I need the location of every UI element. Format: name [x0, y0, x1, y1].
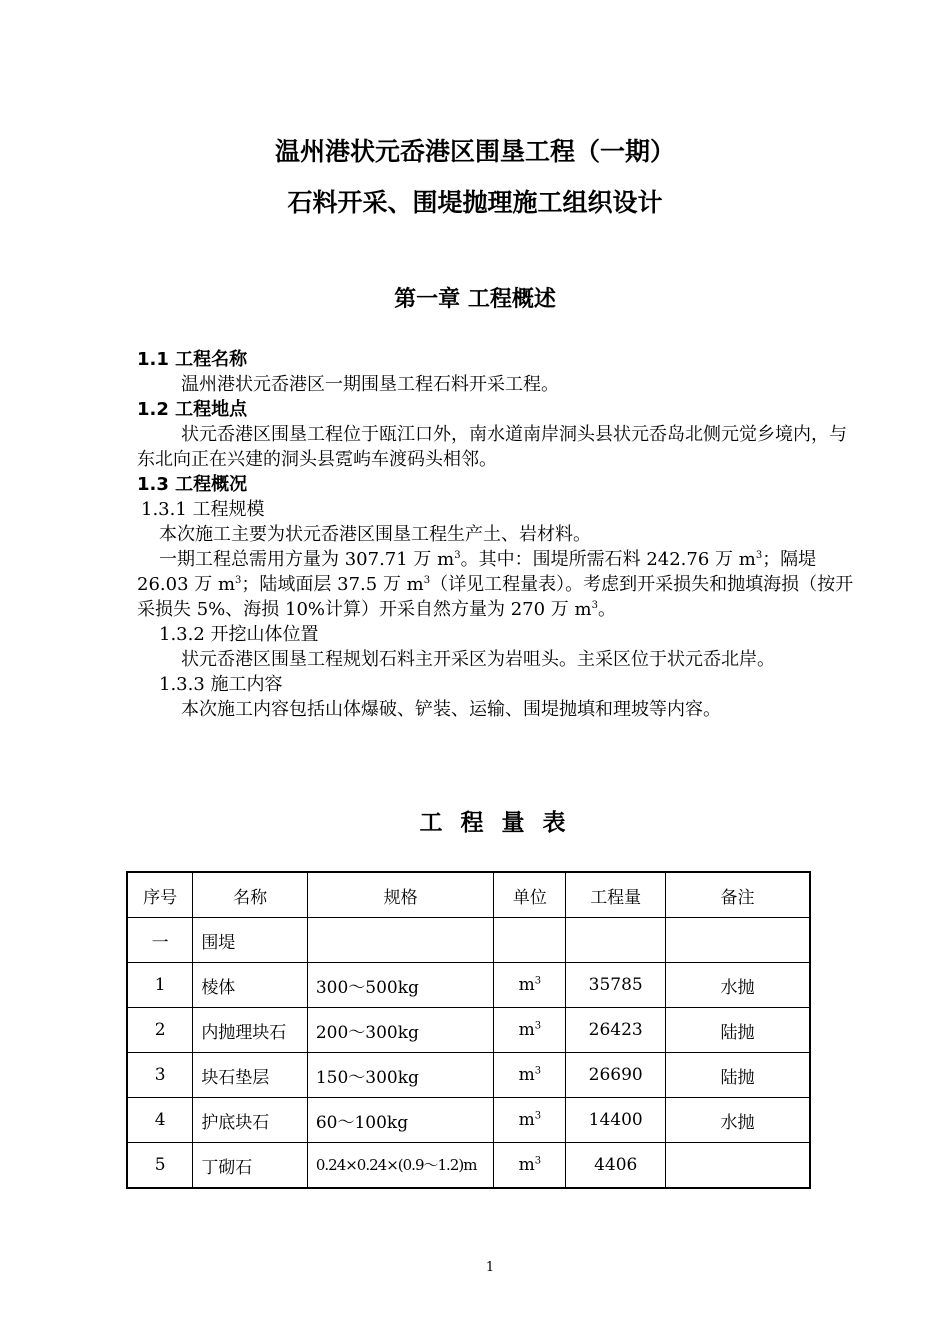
table-row	[127, 1008, 810, 1053]
cell-no: 一	[127, 918, 193, 963]
section-1-1-text: 温州港状元岙港区一期围垦工程石料开采工程。	[181, 374, 559, 395]
document-title-line1: 温州港状元岙港区围垦工程（一期）	[274, 137, 675, 166]
cell-spec: 0.24×0.24×(0.9～1.2)m	[307, 1143, 494, 1189]
table-header-row	[127, 872, 810, 918]
cell-qty	[566, 918, 666, 963]
cell-qty: 14400	[566, 1098, 666, 1143]
cell-note: 水抛	[666, 1098, 810, 1143]
cell-qty: 35785	[566, 963, 666, 1008]
cell-note: 水抛	[666, 963, 810, 1008]
header-cell: 单位	[494, 872, 566, 918]
table-row	[127, 963, 810, 1008]
cell-no: 4	[127, 1098, 193, 1143]
section-1-3-1-heading: 1.3.1 工程规模	[141, 499, 265, 520]
cell-note: 陆抛	[666, 1008, 810, 1053]
quantity-table	[126, 871, 811, 1189]
cell-name: 块石垫层	[193, 1053, 308, 1098]
cell-spec: 200～300kg	[307, 1008, 494, 1053]
section-1-3-3-text: 本次施工内容包括山体爆破、铲装、运输、围堤抛填和理坡等内容。	[181, 699, 721, 720]
cell-qty: 26423	[566, 1008, 666, 1053]
cell-qty: 4406	[566, 1143, 666, 1189]
section-1-3-1-text2: 一期工程总需用方量为 307.71 万 $m^3$。其中：围堤所需石料 242.76 万 $m^3$；隔堤 26.03 万 $m^3$；陆域面层 37.5 万 $m^3$（详见工程量表）。考虑到开采损失和抛填海损（按开采损失 5%、海损 10%计算）开采自然方量为 270 万 $m^3$。	[137, 549, 854, 620]
table-title: 工 程 量 表	[419, 810, 566, 836]
section-1-2-text: 状元岙港区围垦工程位于瓯江口外，南水道南岸洞头县状元岙岛北侧元觉乡境内，与东北向正在兴建的洞头县霓屿车渡码头相邻。	[137, 424, 847, 470]
section-1-3-2-heading: 1.3.2 开挖山体位置	[159, 624, 319, 645]
cell-spec: 60～100kg	[307, 1098, 494, 1143]
cell-note: 陆抛	[666, 1053, 810, 1098]
table-row	[127, 918, 810, 963]
header-cell: 序号	[127, 872, 193, 918]
cell-name: 内抛理块石	[193, 1008, 308, 1053]
section-1-1-heading: 1.1 工程名称	[137, 349, 248, 370]
cell-name: 棱体	[193, 963, 308, 1008]
header-cell: 工程量	[566, 872, 666, 918]
cell-name: 围堤	[193, 918, 308, 963]
chapter-heading: 第一章 工程概述	[394, 287, 556, 312]
document-body	[137, 347, 859, 722]
cell-spec: 150～300kg	[307, 1053, 494, 1098]
header-cell: 备注	[666, 872, 810, 918]
cell-spec: 300～500kg	[307, 963, 494, 1008]
cell-no: 3	[127, 1053, 193, 1098]
header-cell: 规格	[307, 872, 494, 918]
section-1-3-heading: 1.3 工程概况	[137, 474, 248, 495]
cell-no: 5	[127, 1143, 193, 1189]
cell-name: 丁砌石	[193, 1143, 308, 1189]
cell-unit: $m^3$	[494, 1008, 566, 1053]
cell-unit: $m^3$	[494, 1143, 566, 1189]
cell-name: 护底块石	[193, 1098, 308, 1143]
cell-spec	[307, 918, 494, 963]
section-1-2-heading: 1.2 工程地点	[137, 399, 248, 420]
cell-no: 2	[127, 1008, 193, 1053]
cell-unit	[494, 918, 566, 963]
section-1-3-2-text: 状元岙港区围垦工程规划石料主开采区为岩咀头。主采区位于状元岙北岸。	[181, 649, 775, 670]
page-number: 1	[485, 1260, 495, 1275]
cell-unit: $m^3$	[494, 963, 566, 1008]
table-row	[127, 1098, 810, 1143]
cell-note	[666, 1143, 810, 1189]
section-1-3-1-text1: 本次施工主要为状元岙港区围垦工程生产土、岩材料。	[159, 524, 591, 545]
cell-unit: $m^3$	[494, 1053, 566, 1098]
cell-qty: 26690	[566, 1053, 666, 1098]
cell-unit: $m^3$	[494, 1098, 566, 1143]
document-title-line2: 石料开采、围堤抛理施工组织设计	[287, 188, 663, 217]
section-1-3-3-heading: 1.3.3 施工内容	[159, 674, 283, 695]
cell-no: 1	[127, 963, 193, 1008]
cell-note	[666, 918, 810, 963]
table-row	[127, 1053, 810, 1098]
header-cell: 名称	[193, 872, 308, 918]
table-row	[127, 1143, 810, 1189]
